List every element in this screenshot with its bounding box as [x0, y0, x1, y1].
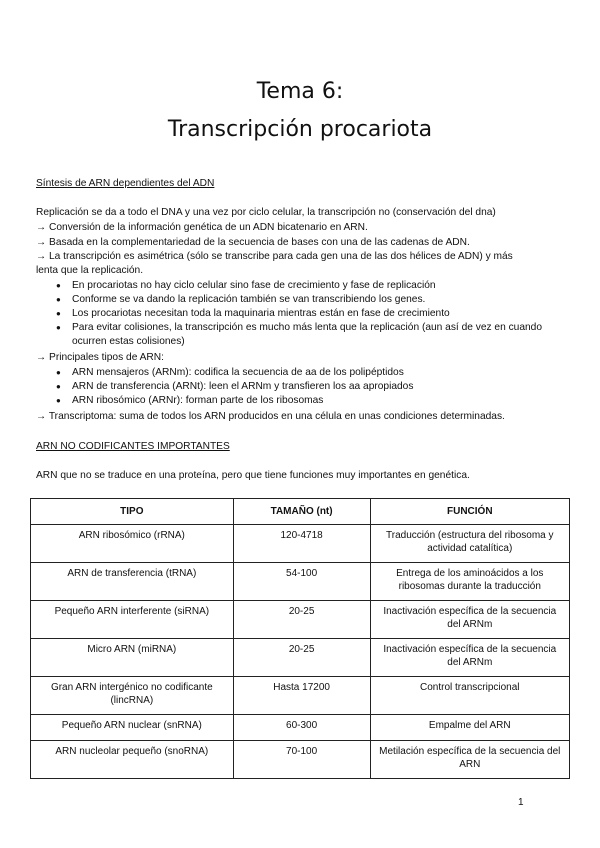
cell-tipo: Pequeño ARN interferente (siRNA) — [31, 601, 234, 639]
header-tipo: TIPO — [31, 499, 234, 525]
paragraph-line: → Basada en la complementariedad de la secuencia de bases con una de las cadenas de ADN. — [36, 237, 470, 248]
cell-tipo: Micro ARN (miRNA) — [31, 639, 234, 677]
table-header-row — [31, 499, 570, 525]
cell-tamano: 20-25 — [233, 639, 370, 677]
cell-funcion: Metilación específica de la secuencia del ARN — [370, 741, 569, 779]
cell-tipo: ARN ribosómico (rRNA) — [31, 525, 234, 563]
cell-tamano: 20-25 — [233, 601, 370, 639]
paragraph-line: → Conversión de la información genética de un ADN bicatenario en ARN. — [36, 222, 368, 233]
paragraph-line: Replicación se da a todo el DNA y una vez por ciclo celular, la transcripción no (conservación del dna) — [36, 207, 496, 218]
paragraph-line: lenta que la replicación. — [36, 265, 144, 276]
cell-tamano: 60-300 — [233, 715, 370, 741]
table-row — [31, 525, 570, 563]
cell-funcion: Traducción (estructura del ribosoma y actividad catalítica) — [370, 525, 569, 563]
title-line-2: Transcripción procariota — [167, 117, 433, 142]
cell-tipo: Pequeño ARN nuclear (snRNA) — [31, 715, 234, 741]
tipos-arn-heading: → Principales tipos de ARN: — [36, 352, 164, 363]
header-tamano: TAMAÑO (nt) — [233, 499, 370, 525]
cell-tipo: ARN de transferencia (tRNA) — [31, 563, 234, 601]
title-line-1: Tema 6: — [256, 79, 344, 104]
table-row — [31, 677, 570, 715]
cell-tamano: Hasta 17200 — [233, 677, 370, 715]
cell-funcion: Empalme del ARN — [370, 715, 569, 741]
cell-funcion: Inactivación específica de la secuencia del ARNm — [370, 639, 569, 677]
table-row — [31, 639, 570, 677]
cell-tipo: Gran ARN intergénico no codificante (lincRNA) — [31, 677, 234, 715]
bullet-list-procariotas — [56, 279, 556, 349]
cell-funcion: Inactivación específica de la secuencia del ARNm — [370, 601, 569, 639]
bullet-list-tipos-arn — [56, 366, 556, 408]
list-item: ● En procariotas no hay ciclo celular sino fase de crecimiento y fase de replicación — [56, 279, 556, 293]
section-heading-sintesis: Síntesis de ARN dependientes del ADN — [36, 178, 215, 189]
transcriptoma-line: → Transcriptoma: suma de todos los ARN producidos en una célula en unas condiciones determinadas. — [36, 411, 505, 422]
cell-funcion: Entrega de los aminoácidos a los ribosomas durante la traducción — [370, 563, 569, 601]
page-number: 1 — [518, 797, 524, 808]
table-row — [31, 601, 570, 639]
header-funcion: FUNCIÓN — [370, 499, 569, 525]
cell-funcion: Control transcripcional — [370, 677, 569, 715]
table-row — [31, 715, 570, 741]
list-item: ● Los procariotas necesitan toda la maquinaria mientras están en fase de crecimiento — [56, 307, 556, 321]
list-item: ● ARN ribosómico (ARNr): forman parte de los ribosomas — [56, 394, 556, 408]
table-row — [31, 741, 570, 779]
table-row — [31, 563, 570, 601]
cell-tamano: 70-100 — [233, 741, 370, 779]
paragraph-line: → La transcripción es asimétrica (sólo se transcribe para cada gen una de las dos hélices de ADN) y más — [36, 251, 513, 262]
section-heading-no-codificantes: ARN NO CODIFICANTES IMPORTANTES — [36, 441, 230, 452]
list-item: ● ARN mensajeros (ARNm): codifica la secuencia de aa de los polipéptidos — [56, 366, 556, 380]
cell-tamano: 54-100 — [233, 563, 370, 601]
cell-tamano: 120-4718 — [233, 525, 370, 563]
arn-table — [30, 498, 570, 779]
list-item: ● Para evitar colisiones, la transcripción es mucho más lenta que la replicación (aun así de vez en cuando ocurren estas colisiones) — [56, 321, 556, 349]
section-intro: ARN que no se traduce en una proteína, pero que tiene funciones muy importantes en genética. — [36, 470, 470, 481]
list-item: ● ARN de transferencia (ARNt): leen el ARNm y transfieren los aa apropiados — [56, 380, 556, 394]
cell-tipo: ARN nucleolar pequeño (snoRNA) — [31, 741, 234, 779]
list-item: ● Conforme se va dando la replicación también se van transcribiendo los genes. — [56, 293, 556, 307]
